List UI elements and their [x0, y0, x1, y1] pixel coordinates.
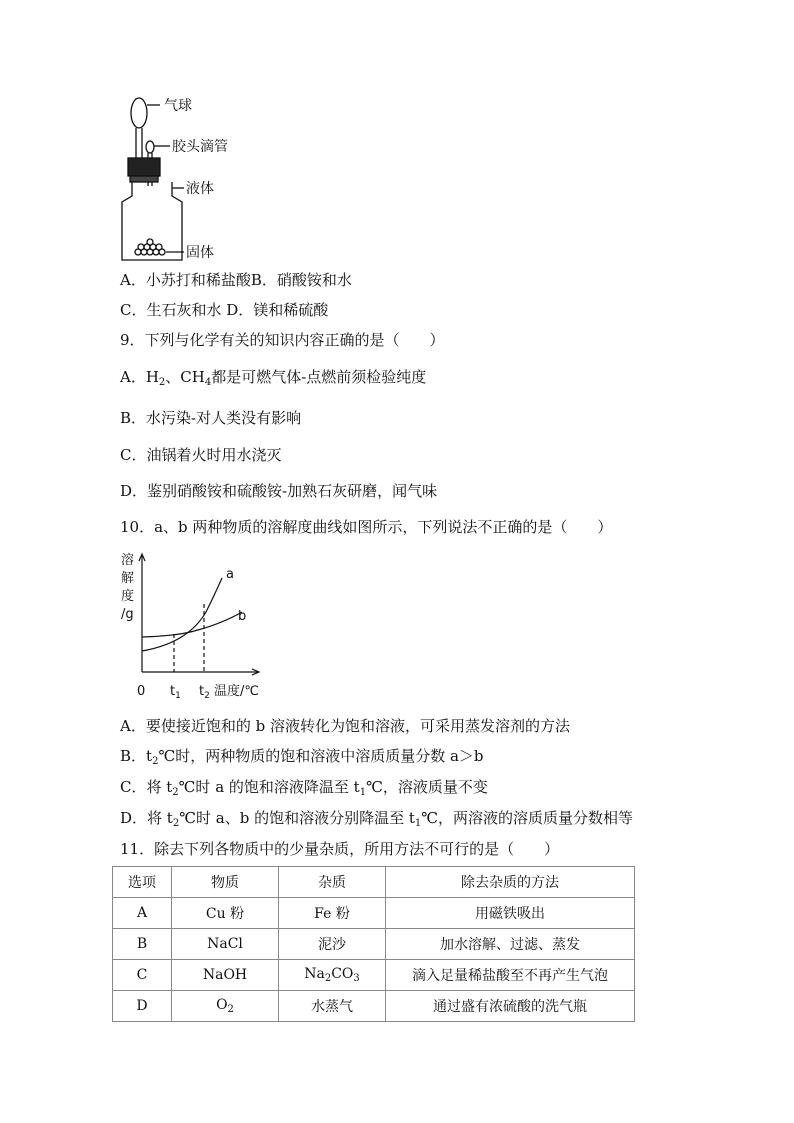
curve-a-label: a	[226, 567, 234, 582]
ylabel-char-2: 解	[121, 571, 135, 586]
ylabel-char-1: 溶	[121, 553, 135, 568]
cell-substance: Cu 粉	[172, 898, 279, 929]
t2-label: $t_2$	[199, 684, 210, 701]
balloon-shape	[131, 98, 147, 128]
cell-substance: NaCl	[172, 929, 279, 960]
cell-impurity: Fe 粉	[279, 898, 386, 929]
q10-stem: 10．a、b 两种物质的溶解度曲线如图所示，下列说法不正确的是（ ）	[120, 518, 613, 536]
header-option: 选项	[113, 867, 172, 898]
cell-method: 用磁铁吸出	[386, 898, 635, 929]
t1-label: $t_1$	[170, 684, 181, 701]
q9-option-a: A．$H_2$、$CH_4$都是可燃气体-点燃前须检验纯度	[120, 368, 427, 388]
xlabel: 温度/℃	[214, 684, 259, 699]
table-row	[113, 898, 635, 929]
header-impurity: 杂质	[279, 867, 386, 898]
cell-impurity: 水蒸气	[279, 991, 386, 1022]
cell-option: D	[113, 991, 172, 1022]
label-liquid: 液体	[186, 181, 214, 197]
table-header-row	[113, 867, 635, 898]
ylabel-char-4: /g	[121, 607, 134, 622]
curve-b-label: b	[238, 609, 247, 624]
q10-option-b: B．$t_2℃$时，两种物质的饱和溶液中溶质质量分数 a＞b	[120, 747, 484, 767]
ylabel-char-3: 度	[121, 589, 135, 604]
cell-method: 滴入足量稀盐酸至不再产生气泡	[386, 960, 635, 991]
dropper-bulb-shape	[146, 141, 154, 153]
q8-options-ab: A．小苏打和稀盐酸B．硝酸铵和水	[120, 271, 352, 289]
q9-stem: 9．下列与化学有关的知识内容正确的是（ ）	[120, 331, 445, 349]
table-row	[113, 960, 635, 991]
q10-option-a: A．要使接近饱和的 b 溶液转化为饱和溶液，可采用蒸发溶剂的方法	[120, 717, 570, 735]
solubility-chart	[118, 548, 278, 704]
q9-option-d: D．鉴别硝酸铵和硫酸铵-加熟石灰研磨，闻气味	[120, 482, 438, 500]
label-dropper: 胶头滴管	[172, 139, 228, 155]
header-substance: 物质	[172, 867, 279, 898]
q11-stem: 11．除去下列各物质中的少量杂质，所用方法不可行的是（ ）	[120, 840, 560, 858]
q10-option-c: C．将 $t_2℃$时 a 的饱和溶液降温至 $t_1℃$，溶液质量不变	[120, 778, 488, 798]
cell-option: C	[113, 960, 172, 991]
label-balloon: 气球	[164, 98, 192, 114]
label-solid: 固体	[186, 245, 214, 261]
apparatus-figure	[110, 92, 260, 264]
cell-substance: NaOH	[172, 960, 279, 991]
q11-table	[112, 866, 635, 1022]
cell-impurity: 泥沙	[279, 929, 386, 960]
q8-options-cd: C．生石灰和水 D．镁和稀硫酸	[120, 301, 329, 319]
header-method: 除去杂质的方法	[386, 867, 635, 898]
curve-a	[142, 578, 222, 651]
origin-label: 0	[137, 684, 146, 699]
table-row	[113, 929, 635, 960]
cell-method: 通过盛有浓硫酸的洗气瓶	[386, 991, 635, 1022]
q10-option-d: D．将 $t_2℃$时 a、b 的饱和溶液分别降温至 $t_1℃$，两溶液的溶质质量分数相等	[120, 809, 634, 829]
curve-b	[142, 612, 242, 637]
cell-option: B	[113, 929, 172, 960]
solid-particles	[135, 239, 165, 255]
cell-substance: $O_2$	[172, 991, 279, 1022]
stopper-shape	[128, 158, 160, 176]
cell-option: A	[113, 898, 172, 929]
q9-option-c: C．油锅着火时用水浇灭	[120, 446, 282, 464]
cell-method: 加水溶解、过滤、蒸发	[386, 929, 635, 960]
cell-impurity: $Na_2CO_3$	[279, 960, 386, 991]
q9-option-b: B．水污染-对人类没有影响	[120, 409, 302, 427]
table-row	[113, 991, 635, 1022]
